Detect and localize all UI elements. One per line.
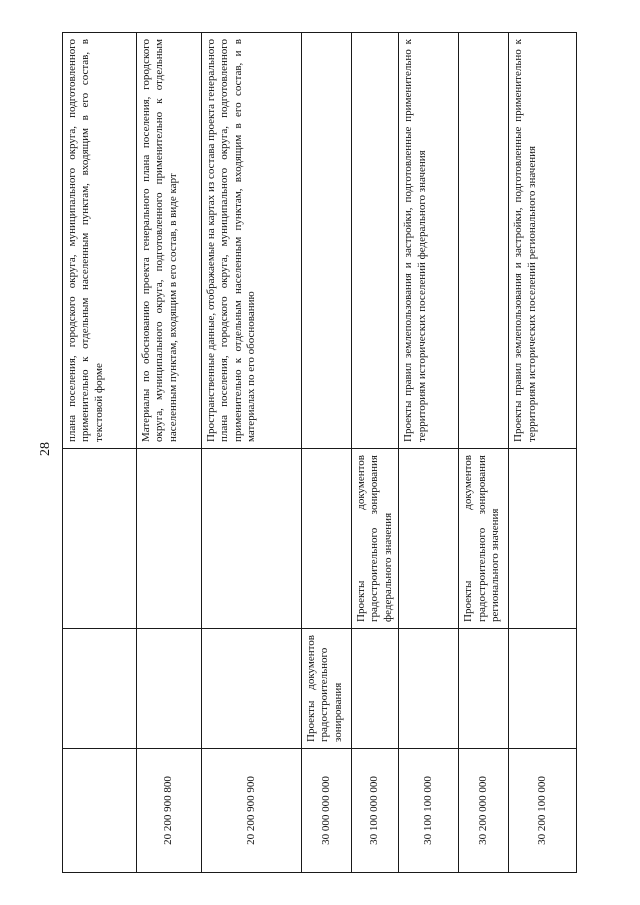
level2-cell — [399, 629, 459, 749]
classifier-table — [62, 32, 577, 873]
level3-cell — [302, 449, 352, 629]
level2-cell — [63, 629, 137, 749]
table-row — [202, 33, 302, 873]
level4-cell: Проекты правил землепользования и застройки, подготовленные применительно к территориям исторических поселений федерального значения — [399, 33, 459, 449]
level3-cell: Проекты документов градостроительного зонирования федерального значения — [352, 449, 399, 629]
level2-cell — [352, 629, 399, 749]
level2-cell — [202, 629, 302, 749]
code-cell: 30 200 000 000 — [459, 749, 509, 873]
code-cell — [63, 749, 137, 873]
level4-cell — [459, 33, 509, 449]
level4-cell: Пространственные данные, отображаемые на картах из состава проекта генерального плана поселения, городского округа, муниципального округа, подготовленного применительно к отдельным населенным пунктам, входящим в его состав, и в материалах по его обоснованию — [202, 33, 302, 449]
code-cell: 20 200 900 900 — [202, 749, 302, 873]
classifier-table-frame — [62, 33, 564, 873]
table-row — [63, 33, 137, 873]
level3-cell — [202, 449, 302, 629]
level4-cell: Материалы по обоснованию проекта генерального плана поселения, городского округа, муниципального округа, подготовленного применительно к отдельным населенным пунктам, входящим в его состав, в виде карт — [137, 33, 202, 449]
level3-cell — [63, 449, 137, 629]
code-cell: 30 100 000 000 — [352, 749, 399, 873]
level2-cell — [137, 629, 202, 749]
table-row — [302, 33, 352, 873]
level4-cell — [302, 33, 352, 449]
table-row — [509, 33, 577, 873]
table-row — [399, 33, 459, 873]
level4-cell — [352, 33, 399, 449]
table-row — [137, 33, 202, 873]
level4-cell: плана поселения, городского округа, муниципального округа, подготовленного применительно к отдельным населенным пунктам, входящим в его состав, в текстовой форме — [63, 33, 137, 449]
table-row — [352, 33, 399, 873]
code-cell: 30 000 000 000 — [302, 749, 352, 873]
table-row — [459, 33, 509, 873]
level3-cell: Проекты документов градостроительного зонирования регионального значения — [459, 449, 509, 629]
level3-cell — [509, 449, 577, 629]
page-number: 28 — [38, 442, 53, 456]
level4-cell: Проекты правил землепользования и застройки, подготовленные применительно к территориям исторических поселений регионального значения — [509, 33, 577, 449]
code-cell: 20 200 900 800 — [137, 749, 202, 873]
level3-cell — [137, 449, 202, 629]
level2-cell — [509, 629, 577, 749]
level2-cell: Проекты документов градостроительного зонирования — [302, 629, 352, 749]
code-cell: 30 200 100 000 — [509, 749, 577, 873]
code-cell: 30 100 100 000 — [399, 749, 459, 873]
level3-cell — [399, 449, 459, 629]
level2-cell — [459, 629, 509, 749]
